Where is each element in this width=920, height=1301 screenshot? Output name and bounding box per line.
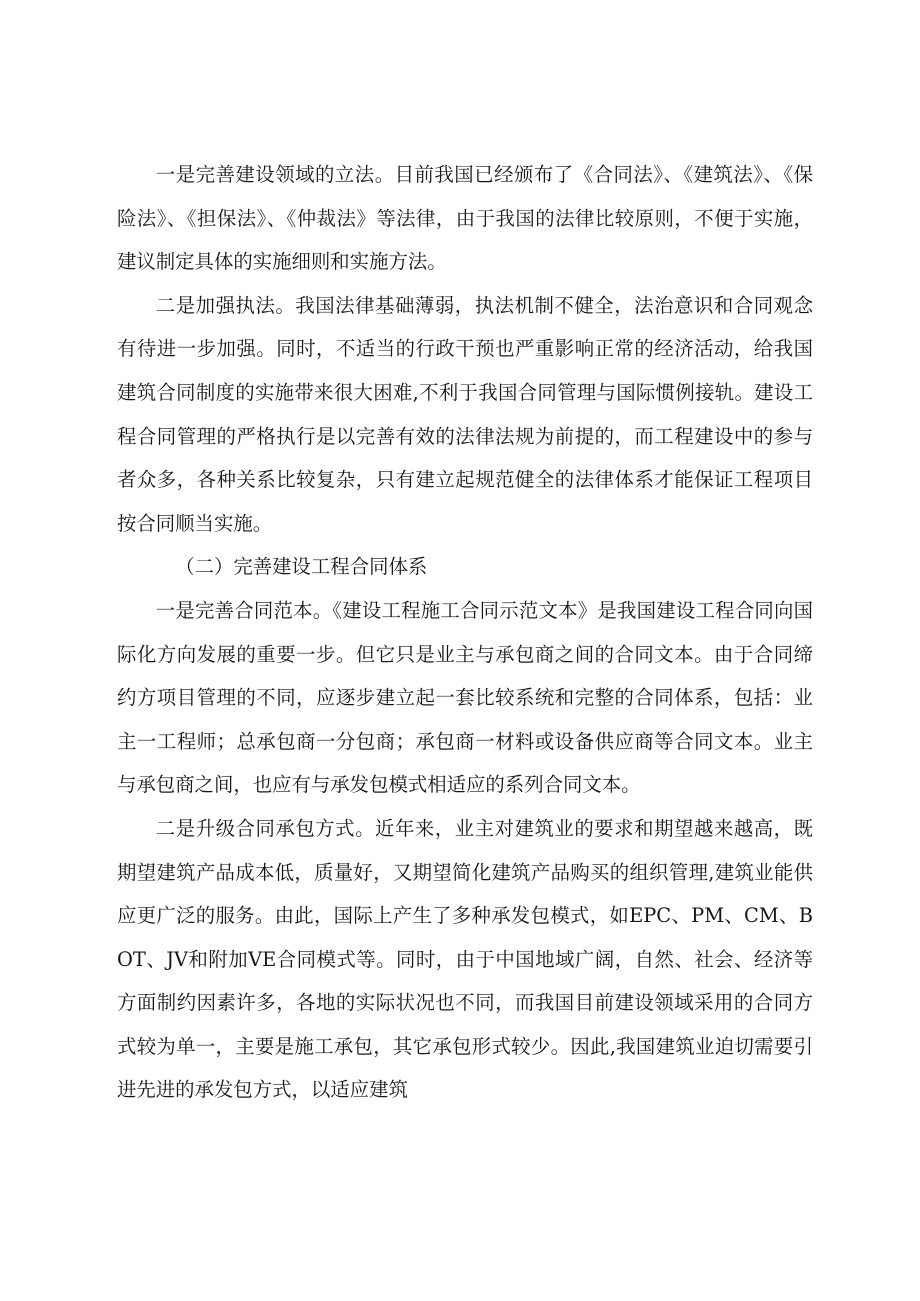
paragraph-law-enforcement: 二是加强执法。我国法律基础薄弱，执法机制不健全，法治意识和合同观念有待进一步加强。同时，不适当的行政干预也严重影响正常的经济活动，给我国建筑合同制度的实施带来很大困难,不利于我国合同管理与国际惯例接轨。建设工程合同管理的严格执行是以完善有效的法律法规为前提的，而工程建设中的参与者众多，各种关系比较复杂，只有建立起规范健全的法律体系才能保证工程项目按合同顺当实施。	[117, 293, 813, 535]
paragraph-legislation: 一是完善建设领域的立法。目前我国已经颁布了《合同法》、《建筑法》、《保险法》、《担保法》、《仲裁法》等法律，由于我国的法律比较原则，不便于实施，建议制定具体的实施细则和实施方法。	[117, 163, 813, 274]
paragraph-contract-methods: 二是升级合同承包方式。近年来，业主对建筑业的要求和期望越来越高，既期望建筑产品成本低，质量好，又期望简化建筑产品购买的组织管理,建筑业能供应更广泛的服务。由此，国际上产生了多种承发包模式，如EPC、PM、CM、BOT、JV和附加VE合同模式等。同时，由于中国地域广阔，自然、社会、经济等方面制约因素许多，各地的实际状况也不同，而我国目前建设领域采用的合同方式较为单一，主要是施工承包，其它承包形式较少。因此,我国建筑业迫切需要引进先进的承发包方式，以适应建筑	[117, 816, 813, 1102]
section-heading: （二）完善建设工程合同体系	[175, 555, 428, 579]
document-body	[117, 153, 813, 1112]
paragraph-contract-templates: 一是完善合同范本。《建设工程施工合同示范文本》是我国建设工程合同向国际化方向发展的重要一步。但它只是业主与承包商之间的合同文本。由于合同缔约方项目管理的不同，应逐步建立起一套比较系统和完整的合同体系，包括：业主一工程师；总承包商一分包商；承包商一材料或设备供应商等合同文本。业主与承包商之间，也应有与承发包模式相适应的系列合同文本。	[117, 598, 813, 797]
